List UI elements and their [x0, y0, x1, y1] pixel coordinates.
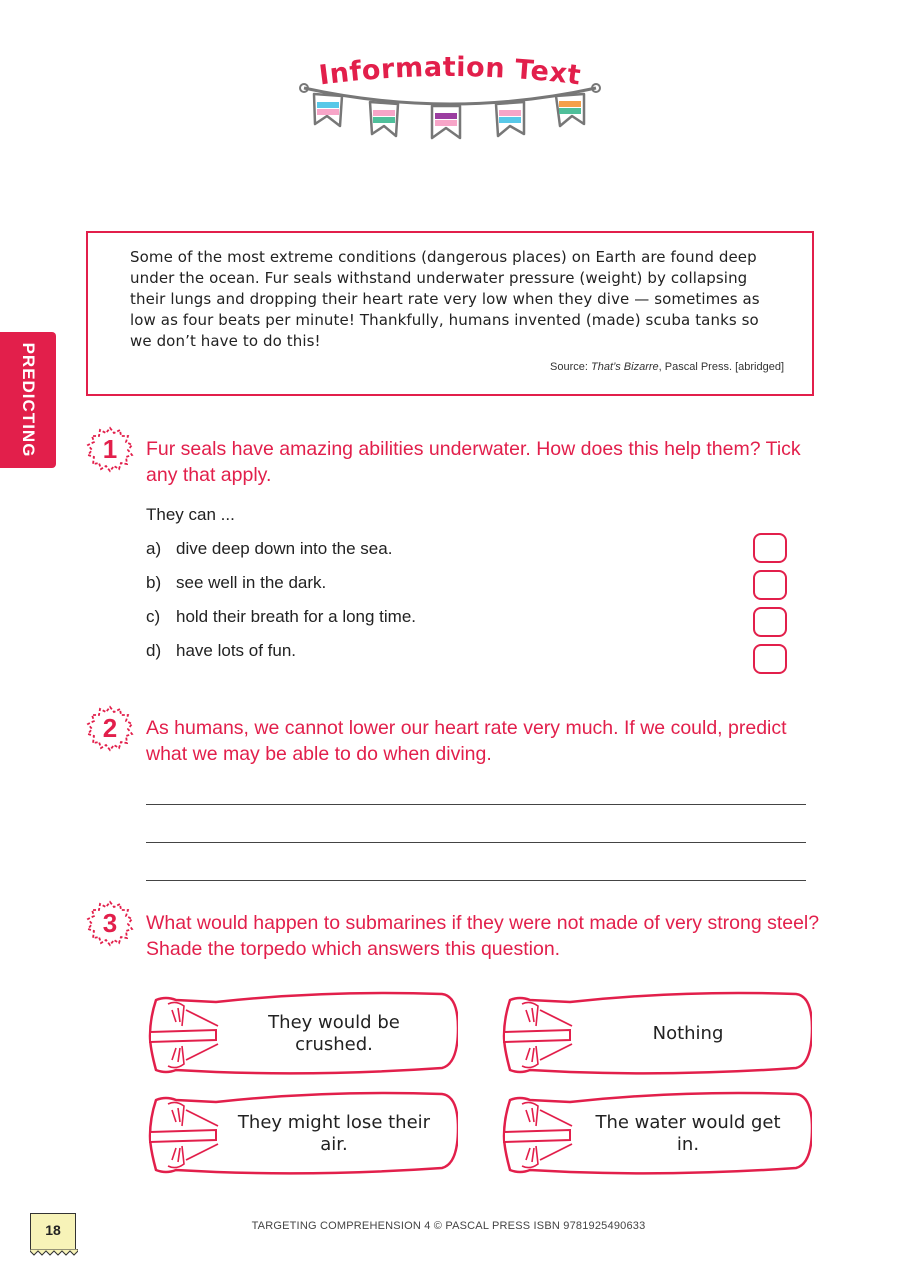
torpedo-label: They might lose their air. — [237, 1112, 431, 1155]
question-2-number: 2 — [102, 713, 118, 743]
torpedo-label: The water would get in. — [595, 1112, 781, 1155]
option-c-letter: c) — [146, 607, 161, 626]
question-1-stem: They can ... — [146, 505, 235, 524]
information-text-box — [86, 231, 814, 396]
torpedo-label: Nothing — [652, 1023, 724, 1044]
option-d-letter: d) — [146, 641, 162, 660]
information-text: Some of the most extreme conditions (dangerous places) on Earth are found deep under the ocean. Fur seals withstand underwater pressure (weight) by collapsing their lungs and dropping their heart rate very low when they dive — sometimes as low as four beats per minute! Thankfully, humans invented (made) scuba tanks so we don’t have to do this! — [130, 248, 760, 350]
option-d-checkbox[interactable] — [753, 644, 787, 674]
question-3-number: 3 — [102, 908, 118, 938]
answer-line[interactable] — [146, 804, 806, 805]
section-tab — [0, 332, 56, 468]
torpedo-option-3[interactable] — [146, 1088, 458, 1180]
source-suffix: , Pascal Press. [abridged] — [658, 361, 784, 373]
option-a-checkbox[interactable] — [753, 533, 787, 563]
source-title: That’s Bizarre — [591, 361, 659, 373]
answer-line[interactable] — [146, 880, 806, 881]
question-3-text: What would happen to submarines if they were not made of very strong steel? Shade the torpedo which answers this question. — [146, 912, 820, 960]
question-1-text: Fur seals have amazing abilities underwater. How does this help them? Tick any that apply. — [146, 438, 801, 486]
page-title: Information Text — [317, 51, 583, 92]
option-c-checkbox[interactable] — [753, 607, 787, 637]
source-citation — [550, 361, 784, 373]
question-1-number-badge — [85, 424, 135, 474]
option-b-text: see well in the dark. — [176, 573, 327, 592]
option-b-checkbox[interactable] — [753, 570, 787, 600]
torpedo-label: They would be crushed. — [268, 1012, 400, 1055]
option-a-letter: a) — [146, 539, 162, 558]
option-b-letter: b) — [146, 573, 162, 592]
option-c-text: hold their breath for a long time. — [176, 607, 417, 626]
question-2-text: As humans, we cannot lower our heart rate very much. If we could, predict what we may be able to do when diving. — [146, 717, 787, 765]
source-prefix: Source: — [550, 361, 591, 373]
page-number-tab — [30, 1213, 76, 1251]
question-3-number-badge — [85, 898, 135, 948]
question-2-number-badge — [85, 703, 135, 753]
answer-line[interactable] — [146, 842, 806, 843]
option-a-text: dive deep down into the sea. — [176, 539, 393, 558]
torpedo-option-4[interactable] — [500, 1088, 812, 1180]
torpedo-option-2[interactable] — [500, 988, 812, 1080]
bunting-decoration — [290, 38, 610, 158]
option-d-text: have lots of fun. — [176, 641, 297, 660]
title-banner — [290, 38, 610, 158]
page-number: 18 — [45, 1222, 61, 1238]
footer-credit: TARGETING COMPREHENSION 4 © PASCAL PRESS ISBN 9781925490633 — [251, 1220, 646, 1232]
torpedo-option-1[interactable] — [146, 988, 458, 1080]
question-1-number: 1 — [102, 434, 118, 464]
zigzag-edge-icon — [30, 1249, 78, 1257]
svg-text:Information Text — [317, 52, 582, 92]
section-tab-label: PREDICTING — [19, 342, 38, 458]
